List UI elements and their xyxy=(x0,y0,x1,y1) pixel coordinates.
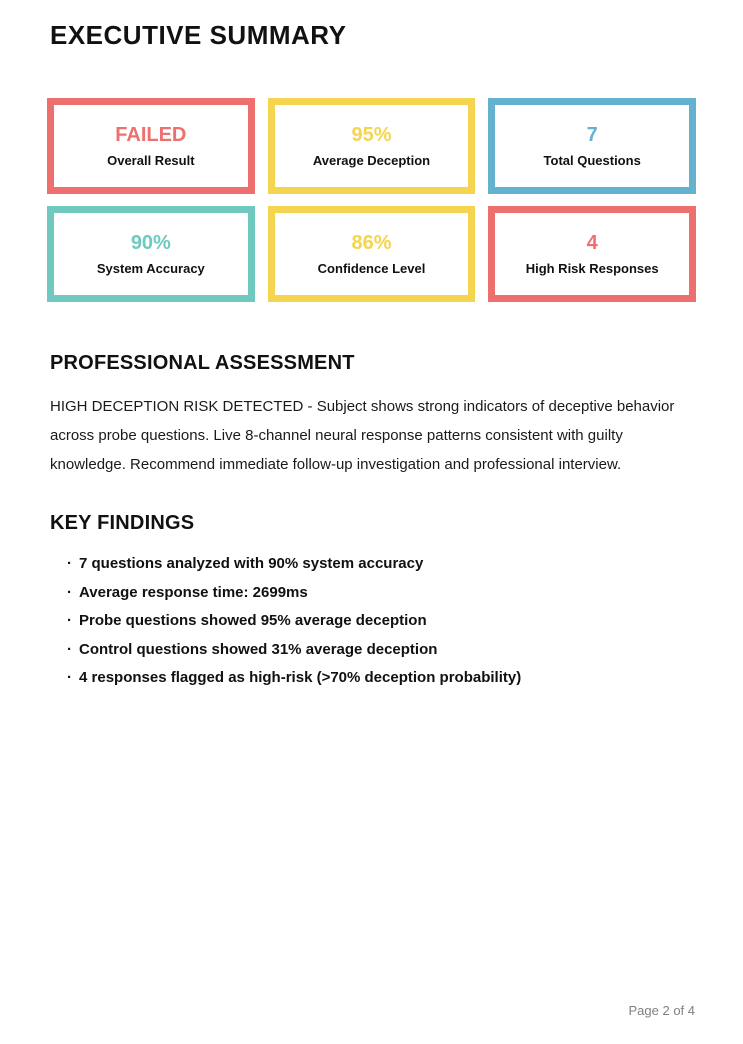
stat-label: Total Questions xyxy=(543,153,641,168)
finding-item xyxy=(67,670,696,685)
stat-value: 7 xyxy=(586,124,598,146)
stat-value: 86% xyxy=(351,232,392,254)
assessment-body-text: HIGH DECEPTION RISK DETECTED - Subject shows strong indicators of deceptive behavior across probe questions. Live 8-channel neural response patterns consistent with guilty knowledge. Recommend immediate follow-up investigation and professional interview. xyxy=(50,398,675,473)
finding-text: 7 questions analyzed with 90% system accuracy xyxy=(79,555,424,572)
stat-label: High Risk Responses xyxy=(525,261,659,276)
stat-card-average-deception xyxy=(268,98,476,194)
stat-card-confidence-level xyxy=(268,206,476,302)
bullet-dot: · xyxy=(67,669,72,686)
finding-text: Average response time: 2699ms xyxy=(79,583,308,601)
stat-value: 90% xyxy=(130,232,171,254)
finding-item xyxy=(67,585,696,600)
finding-item xyxy=(67,642,696,657)
finding-item xyxy=(67,556,696,571)
stat-value: 4 xyxy=(586,232,598,254)
finding-text: Probe questions showed 95% average deception xyxy=(79,612,427,629)
finding-text: 4 responses flagged as high-risk (>70% deception probability) xyxy=(79,669,522,686)
bullet-dot: · xyxy=(67,612,72,629)
stat-card-system-accuracy xyxy=(47,206,255,302)
bullet-dot: · xyxy=(67,583,72,601)
finding-item xyxy=(67,613,696,628)
stats-grid xyxy=(47,98,696,302)
stat-value: FAILED xyxy=(115,124,187,146)
finding-text: Control questions showed 31% average deception xyxy=(79,640,438,658)
bullet-dot: · xyxy=(67,555,72,572)
findings-list xyxy=(67,556,696,685)
bullet-dot: · xyxy=(67,640,72,658)
key-findings-section xyxy=(50,512,696,685)
findings-heading: KEY FINDINGS xyxy=(50,512,195,534)
page-number: Page 2 of 4 xyxy=(628,1003,695,1018)
assessment-heading: PROFESSIONAL ASSESSMENT xyxy=(50,352,355,374)
professional-assessment-section xyxy=(50,352,696,479)
stat-card-high-risk-responses xyxy=(488,206,696,302)
stat-label: Confidence Level xyxy=(317,261,426,276)
stat-card-total-questions xyxy=(488,98,696,194)
stat-label: Average Deception xyxy=(312,153,431,168)
stat-label: System Accuracy xyxy=(96,261,205,276)
stat-label: Overall Result xyxy=(107,153,195,168)
stat-card-overall-result xyxy=(47,98,255,194)
page-title: EXECUTIVE SUMMARY xyxy=(50,20,347,50)
stat-value: 95% xyxy=(351,124,392,146)
